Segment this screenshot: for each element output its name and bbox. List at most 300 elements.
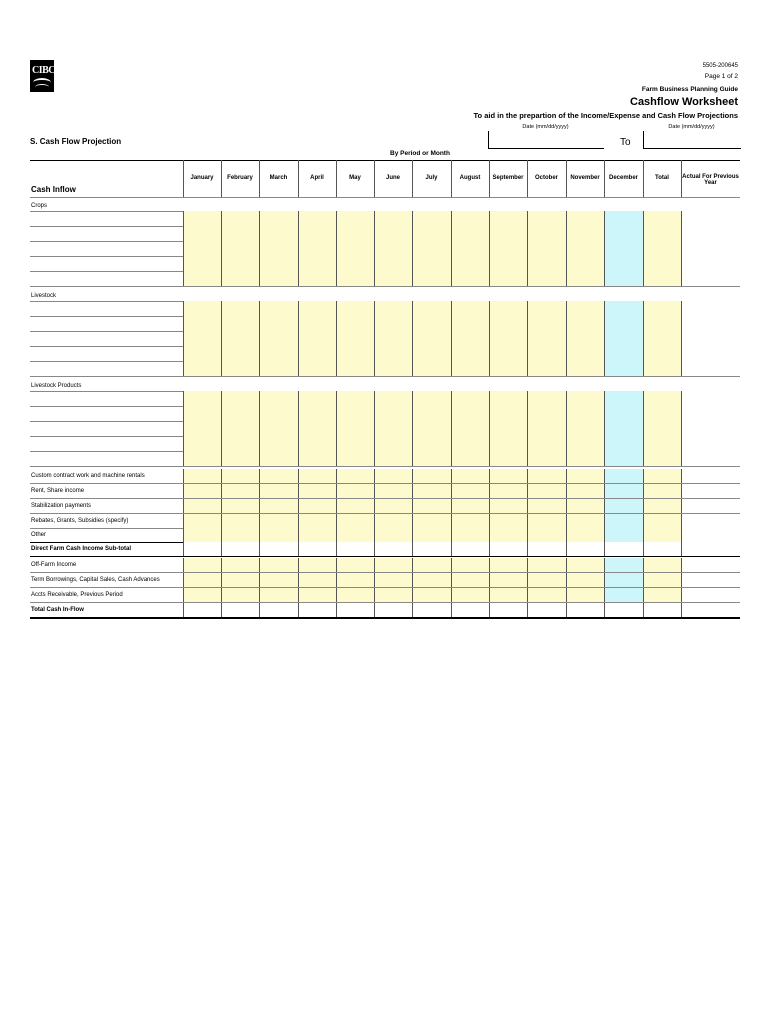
input-cell-july[interactable]: [412, 469, 451, 483]
input-cell-may[interactable]: [336, 436, 374, 451]
input-cell-april[interactable]: [298, 391, 336, 406]
input-cell-may[interactable]: [336, 271, 374, 286]
input-cell-july[interactable]: [412, 499, 451, 513]
input-cell-total[interactable]: [643, 542, 681, 556]
input-cell-may[interactable]: [336, 484, 374, 498]
input-cell-april[interactable]: [298, 316, 336, 331]
input-cell-total[interactable]: [643, 436, 681, 451]
input-cell-total[interactable]: [643, 331, 681, 346]
input-cell-actual-for-previous-year[interactable]: [681, 528, 740, 542]
input-cell-june[interactable]: [374, 226, 412, 241]
input-cell-march[interactable]: [259, 346, 298, 361]
input-cell-total[interactable]: [643, 588, 681, 602]
input-cell-november[interactable]: [566, 226, 604, 241]
input-cell-actual-for-previous-year[interactable]: [681, 421, 740, 436]
input-cell-september[interactable]: [489, 256, 527, 271]
input-cell-total[interactable]: [643, 346, 681, 361]
input-cell-actual-for-previous-year[interactable]: [681, 499, 740, 513]
input-cell-november[interactable]: [566, 603, 604, 617]
input-cell-total[interactable]: [643, 603, 681, 617]
input-cell-january[interactable]: [183, 406, 221, 421]
input-cell-december[interactable]: [604, 542, 643, 556]
input-cell-january[interactable]: [183, 573, 221, 587]
input-cell-january[interactable]: [183, 211, 221, 226]
input-cell-april[interactable]: [298, 346, 336, 361]
input-cell-september[interactable]: [489, 528, 527, 542]
input-cell-january[interactable]: [183, 346, 221, 361]
input-cell-october[interactable]: [527, 469, 566, 483]
input-cell-november[interactable]: [566, 558, 604, 572]
input-cell-january[interactable]: [183, 558, 221, 572]
input-cell-december[interactable]: [604, 331, 643, 346]
input-cell-november[interactable]: [566, 256, 604, 271]
input-cell-october[interactable]: [527, 406, 566, 421]
input-cell-actual-for-previous-year[interactable]: [681, 346, 740, 361]
input-cell-may[interactable]: [336, 211, 374, 226]
input-cell-actual-for-previous-year[interactable]: [681, 226, 740, 241]
input-cell-september[interactable]: [489, 271, 527, 286]
input-cell-august[interactable]: [451, 528, 489, 542]
input-cell-november[interactable]: [566, 573, 604, 587]
input-cell-october[interactable]: [527, 346, 566, 361]
input-cell-may[interactable]: [336, 346, 374, 361]
input-cell-january[interactable]: [183, 241, 221, 256]
input-cell-actual-for-previous-year[interactable]: [681, 573, 740, 587]
input-cell-total[interactable]: [643, 421, 681, 436]
input-cell-november[interactable]: [566, 484, 604, 498]
input-cell-august[interactable]: [451, 361, 489, 376]
input-cell-march[interactable]: [259, 226, 298, 241]
input-cell-july[interactable]: [412, 514, 451, 528]
input-cell-april[interactable]: [298, 542, 336, 556]
input-cell-april[interactable]: [298, 211, 336, 226]
input-cell-march[interactable]: [259, 451, 298, 466]
input-cell-january[interactable]: [183, 226, 221, 241]
input-cell-august[interactable]: [451, 241, 489, 256]
end-date-field[interactable]: [643, 131, 741, 149]
input-cell-september[interactable]: [489, 499, 527, 513]
input-cell-august[interactable]: [451, 271, 489, 286]
input-cell-may[interactable]: [336, 226, 374, 241]
input-cell-august[interactable]: [451, 436, 489, 451]
input-cell-november[interactable]: [566, 271, 604, 286]
input-cell-november[interactable]: [566, 301, 604, 316]
input-cell-may[interactable]: [336, 316, 374, 331]
input-cell-may[interactable]: [336, 558, 374, 572]
input-cell-december[interactable]: [604, 241, 643, 256]
input-cell-total[interactable]: [643, 361, 681, 376]
input-cell-october[interactable]: [527, 573, 566, 587]
input-cell-may[interactable]: [336, 603, 374, 617]
input-cell-april[interactable]: [298, 256, 336, 271]
input-cell-total[interactable]: [643, 451, 681, 466]
input-cell-march[interactable]: [259, 499, 298, 513]
input-cell-april[interactable]: [298, 469, 336, 483]
input-cell-february[interactable]: [221, 451, 259, 466]
input-cell-june[interactable]: [374, 361, 412, 376]
input-cell-september[interactable]: [489, 451, 527, 466]
input-cell-december[interactable]: [604, 469, 643, 483]
input-cell-march[interactable]: [259, 316, 298, 331]
input-cell-total[interactable]: [643, 558, 681, 572]
input-cell-december[interactable]: [604, 316, 643, 331]
input-cell-november[interactable]: [566, 436, 604, 451]
input-cell-july[interactable]: [412, 436, 451, 451]
input-cell-total[interactable]: [643, 391, 681, 406]
input-cell-july[interactable]: [412, 451, 451, 466]
input-cell-october[interactable]: [527, 271, 566, 286]
input-cell-may[interactable]: [336, 331, 374, 346]
input-cell-december[interactable]: [604, 346, 643, 361]
input-cell-february[interactable]: [221, 346, 259, 361]
input-cell-october[interactable]: [527, 484, 566, 498]
input-cell-october[interactable]: [527, 331, 566, 346]
input-cell-august[interactable]: [451, 514, 489, 528]
input-cell-november[interactable]: [566, 241, 604, 256]
input-cell-february[interactable]: [221, 436, 259, 451]
input-cell-march[interactable]: [259, 484, 298, 498]
input-cell-actual-for-previous-year[interactable]: [681, 271, 740, 286]
input-cell-december[interactable]: [604, 528, 643, 542]
input-cell-february[interactable]: [221, 484, 259, 498]
input-cell-february[interactable]: [221, 391, 259, 406]
input-cell-may[interactable]: [336, 241, 374, 256]
input-cell-august[interactable]: [451, 558, 489, 572]
input-cell-february[interactable]: [221, 469, 259, 483]
input-cell-january[interactable]: [183, 301, 221, 316]
input-cell-june[interactable]: [374, 603, 412, 617]
input-cell-june[interactable]: [374, 588, 412, 602]
input-cell-february[interactable]: [221, 514, 259, 528]
input-cell-july[interactable]: [412, 542, 451, 556]
input-cell-june[interactable]: [374, 406, 412, 421]
input-cell-november[interactable]: [566, 346, 604, 361]
input-cell-november[interactable]: [566, 542, 604, 556]
input-cell-june[interactable]: [374, 436, 412, 451]
input-cell-september[interactable]: [489, 316, 527, 331]
input-cell-october[interactable]: [527, 391, 566, 406]
input-cell-november[interactable]: [566, 588, 604, 602]
input-cell-september[interactable]: [489, 361, 527, 376]
input-cell-june[interactable]: [374, 301, 412, 316]
input-cell-february[interactable]: [221, 361, 259, 376]
input-cell-total[interactable]: [643, 226, 681, 241]
input-cell-july[interactable]: [412, 421, 451, 436]
input-cell-june[interactable]: [374, 256, 412, 271]
input-cell-march[interactable]: [259, 241, 298, 256]
input-cell-december[interactable]: [604, 436, 643, 451]
input-cell-october[interactable]: [527, 588, 566, 602]
input-cell-june[interactable]: [374, 316, 412, 331]
input-cell-december[interactable]: [604, 499, 643, 513]
input-cell-august[interactable]: [451, 331, 489, 346]
input-cell-june[interactable]: [374, 528, 412, 542]
input-cell-june[interactable]: [374, 211, 412, 226]
input-cell-may[interactable]: [336, 301, 374, 316]
input-cell-actual-for-previous-year[interactable]: [681, 406, 740, 421]
input-cell-april[interactable]: [298, 558, 336, 572]
input-cell-september[interactable]: [489, 301, 527, 316]
input-cell-january[interactable]: [183, 331, 221, 346]
input-cell-november[interactable]: [566, 331, 604, 346]
input-cell-actual-for-previous-year[interactable]: [681, 588, 740, 602]
input-cell-june[interactable]: [374, 484, 412, 498]
input-cell-march[interactable]: [259, 256, 298, 271]
input-cell-march[interactable]: [259, 421, 298, 436]
input-cell-april[interactable]: [298, 588, 336, 602]
input-cell-total[interactable]: [643, 256, 681, 271]
input-cell-july[interactable]: [412, 316, 451, 331]
input-cell-october[interactable]: [527, 514, 566, 528]
input-cell-march[interactable]: [259, 331, 298, 346]
input-cell-february[interactable]: [221, 573, 259, 587]
input-cell-december[interactable]: [604, 451, 643, 466]
input-cell-august[interactable]: [451, 542, 489, 556]
input-cell-november[interactable]: [566, 211, 604, 226]
input-cell-actual-for-previous-year[interactable]: [681, 391, 740, 406]
input-cell-june[interactable]: [374, 241, 412, 256]
input-cell-july[interactable]: [412, 211, 451, 226]
input-cell-actual-for-previous-year[interactable]: [681, 436, 740, 451]
input-cell-july[interactable]: [412, 301, 451, 316]
input-cell-january[interactable]: [183, 436, 221, 451]
input-cell-september[interactable]: [489, 436, 527, 451]
input-cell-february[interactable]: [221, 331, 259, 346]
input-cell-january[interactable]: [183, 361, 221, 376]
input-cell-december[interactable]: [604, 226, 643, 241]
input-cell-august[interactable]: [451, 499, 489, 513]
input-cell-april[interactable]: [298, 499, 336, 513]
input-cell-june[interactable]: [374, 346, 412, 361]
input-cell-february[interactable]: [221, 316, 259, 331]
input-cell-april[interactable]: [298, 514, 336, 528]
input-cell-april[interactable]: [298, 331, 336, 346]
input-cell-total[interactable]: [643, 271, 681, 286]
input-cell-june[interactable]: [374, 331, 412, 346]
input-cell-june[interactable]: [374, 391, 412, 406]
input-cell-january[interactable]: [183, 451, 221, 466]
input-cell-september[interactable]: [489, 484, 527, 498]
input-cell-october[interactable]: [527, 436, 566, 451]
input-cell-november[interactable]: [566, 421, 604, 436]
input-cell-actual-for-previous-year[interactable]: [681, 301, 740, 316]
input-cell-actual-for-previous-year[interactable]: [681, 241, 740, 256]
input-cell-may[interactable]: [336, 499, 374, 513]
input-cell-august[interactable]: [451, 211, 489, 226]
input-cell-october[interactable]: [527, 256, 566, 271]
input-cell-may[interactable]: [336, 451, 374, 466]
input-cell-april[interactable]: [298, 484, 336, 498]
input-cell-may[interactable]: [336, 573, 374, 587]
input-cell-actual-for-previous-year[interactable]: [681, 256, 740, 271]
input-cell-january[interactable]: [183, 421, 221, 436]
input-cell-march[interactable]: [259, 528, 298, 542]
input-cell-december[interactable]: [604, 301, 643, 316]
input-cell-august[interactable]: [451, 301, 489, 316]
input-cell-september[interactable]: [489, 346, 527, 361]
input-cell-september[interactable]: [489, 542, 527, 556]
input-cell-october[interactable]: [527, 241, 566, 256]
input-cell-march[interactable]: [259, 542, 298, 556]
input-cell-july[interactable]: [412, 573, 451, 587]
input-cell-december[interactable]: [604, 558, 643, 572]
input-cell-actual-for-previous-year[interactable]: [681, 469, 740, 483]
input-cell-march[interactable]: [259, 436, 298, 451]
input-cell-november[interactable]: [566, 499, 604, 513]
input-cell-january[interactable]: [183, 256, 221, 271]
input-cell-actual-for-previous-year[interactable]: [681, 331, 740, 346]
input-cell-march[interactable]: [259, 271, 298, 286]
input-cell-total[interactable]: [643, 484, 681, 498]
input-cell-december[interactable]: [604, 211, 643, 226]
input-cell-july[interactable]: [412, 528, 451, 542]
input-cell-june[interactable]: [374, 451, 412, 466]
input-cell-february[interactable]: [221, 256, 259, 271]
input-cell-august[interactable]: [451, 316, 489, 331]
input-cell-december[interactable]: [604, 514, 643, 528]
input-cell-december[interactable]: [604, 421, 643, 436]
input-cell-october[interactable]: [527, 226, 566, 241]
input-cell-august[interactable]: [451, 346, 489, 361]
input-cell-september[interactable]: [489, 588, 527, 602]
input-cell-july[interactable]: [412, 558, 451, 572]
input-cell-june[interactable]: [374, 469, 412, 483]
input-cell-february[interactable]: [221, 542, 259, 556]
input-cell-may[interactable]: [336, 469, 374, 483]
input-cell-september[interactable]: [489, 241, 527, 256]
input-cell-january[interactable]: [183, 391, 221, 406]
input-cell-august[interactable]: [451, 406, 489, 421]
input-cell-august[interactable]: [451, 603, 489, 617]
input-cell-august[interactable]: [451, 421, 489, 436]
input-cell-january[interactable]: [183, 316, 221, 331]
input-cell-july[interactable]: [412, 406, 451, 421]
input-cell-actual-for-previous-year[interactable]: [681, 316, 740, 331]
input-cell-july[interactable]: [412, 603, 451, 617]
input-cell-september[interactable]: [489, 421, 527, 436]
input-cell-september[interactable]: [489, 603, 527, 617]
input-cell-february[interactable]: [221, 241, 259, 256]
input-cell-june[interactable]: [374, 499, 412, 513]
input-cell-january[interactable]: [183, 469, 221, 483]
input-cell-april[interactable]: [298, 436, 336, 451]
input-cell-january[interactable]: [183, 603, 221, 617]
input-cell-august[interactable]: [451, 484, 489, 498]
input-cell-february[interactable]: [221, 558, 259, 572]
input-cell-september[interactable]: [489, 331, 527, 346]
input-cell-february[interactable]: [221, 211, 259, 226]
input-cell-march[interactable]: [259, 406, 298, 421]
input-cell-may[interactable]: [336, 588, 374, 602]
input-cell-april[interactable]: [298, 603, 336, 617]
input-cell-total[interactable]: [643, 316, 681, 331]
input-cell-march[interactable]: [259, 573, 298, 587]
input-cell-july[interactable]: [412, 241, 451, 256]
input-cell-july[interactable]: [412, 346, 451, 361]
input-cell-june[interactable]: [374, 558, 412, 572]
input-cell-february[interactable]: [221, 271, 259, 286]
input-cell-december[interactable]: [604, 256, 643, 271]
input-cell-march[interactable]: [259, 469, 298, 483]
input-cell-february[interactable]: [221, 406, 259, 421]
input-cell-september[interactable]: [489, 558, 527, 572]
input-cell-march[interactable]: [259, 391, 298, 406]
input-cell-june[interactable]: [374, 573, 412, 587]
input-cell-january[interactable]: [183, 499, 221, 513]
input-cell-october[interactable]: [527, 499, 566, 513]
input-cell-total[interactable]: [643, 301, 681, 316]
input-cell-actual-for-previous-year[interactable]: [681, 558, 740, 572]
input-cell-total[interactable]: [643, 241, 681, 256]
input-cell-march[interactable]: [259, 361, 298, 376]
input-cell-june[interactable]: [374, 514, 412, 528]
input-cell-total[interactable]: [643, 573, 681, 587]
input-cell-actual-for-previous-year[interactable]: [681, 211, 740, 226]
input-cell-total[interactable]: [643, 406, 681, 421]
input-cell-july[interactable]: [412, 484, 451, 498]
input-cell-total[interactable]: [643, 514, 681, 528]
input-cell-march[interactable]: [259, 588, 298, 602]
input-cell-february[interactable]: [221, 588, 259, 602]
input-cell-february[interactable]: [221, 301, 259, 316]
input-cell-total[interactable]: [643, 528, 681, 542]
start-date-field[interactable]: [488, 131, 604, 149]
input-cell-october[interactable]: [527, 316, 566, 331]
input-cell-actual-for-previous-year[interactable]: [681, 603, 740, 617]
input-cell-october[interactable]: [527, 603, 566, 617]
input-cell-august[interactable]: [451, 391, 489, 406]
input-cell-april[interactable]: [298, 573, 336, 587]
input-cell-november[interactable]: [566, 528, 604, 542]
input-cell-august[interactable]: [451, 469, 489, 483]
input-cell-october[interactable]: [527, 528, 566, 542]
input-cell-may[interactable]: [336, 391, 374, 406]
input-cell-september[interactable]: [489, 226, 527, 241]
input-cell-april[interactable]: [298, 271, 336, 286]
input-cell-july[interactable]: [412, 391, 451, 406]
input-cell-february[interactable]: [221, 603, 259, 617]
input-cell-september[interactable]: [489, 514, 527, 528]
input-cell-may[interactable]: [336, 406, 374, 421]
input-cell-july[interactable]: [412, 361, 451, 376]
input-cell-april[interactable]: [298, 226, 336, 241]
input-cell-december[interactable]: [604, 361, 643, 376]
input-cell-december[interactable]: [604, 603, 643, 617]
input-cell-actual-for-previous-year[interactable]: [681, 451, 740, 466]
input-cell-december[interactable]: [604, 573, 643, 587]
input-cell-august[interactable]: [451, 588, 489, 602]
input-cell-may[interactable]: [336, 256, 374, 271]
input-cell-january[interactable]: [183, 271, 221, 286]
input-cell-march[interactable]: [259, 603, 298, 617]
input-cell-actual-for-previous-year[interactable]: [681, 361, 740, 376]
input-cell-may[interactable]: [336, 542, 374, 556]
input-cell-april[interactable]: [298, 421, 336, 436]
input-cell-november[interactable]: [566, 391, 604, 406]
input-cell-september[interactable]: [489, 469, 527, 483]
input-cell-april[interactable]: [298, 301, 336, 316]
input-cell-may[interactable]: [336, 528, 374, 542]
input-cell-december[interactable]: [604, 588, 643, 602]
input-cell-august[interactable]: [451, 256, 489, 271]
input-cell-april[interactable]: [298, 528, 336, 542]
input-cell-november[interactable]: [566, 514, 604, 528]
input-cell-november[interactable]: [566, 316, 604, 331]
input-cell-november[interactable]: [566, 469, 604, 483]
input-cell-july[interactable]: [412, 331, 451, 346]
input-cell-may[interactable]: [336, 514, 374, 528]
input-cell-june[interactable]: [374, 542, 412, 556]
